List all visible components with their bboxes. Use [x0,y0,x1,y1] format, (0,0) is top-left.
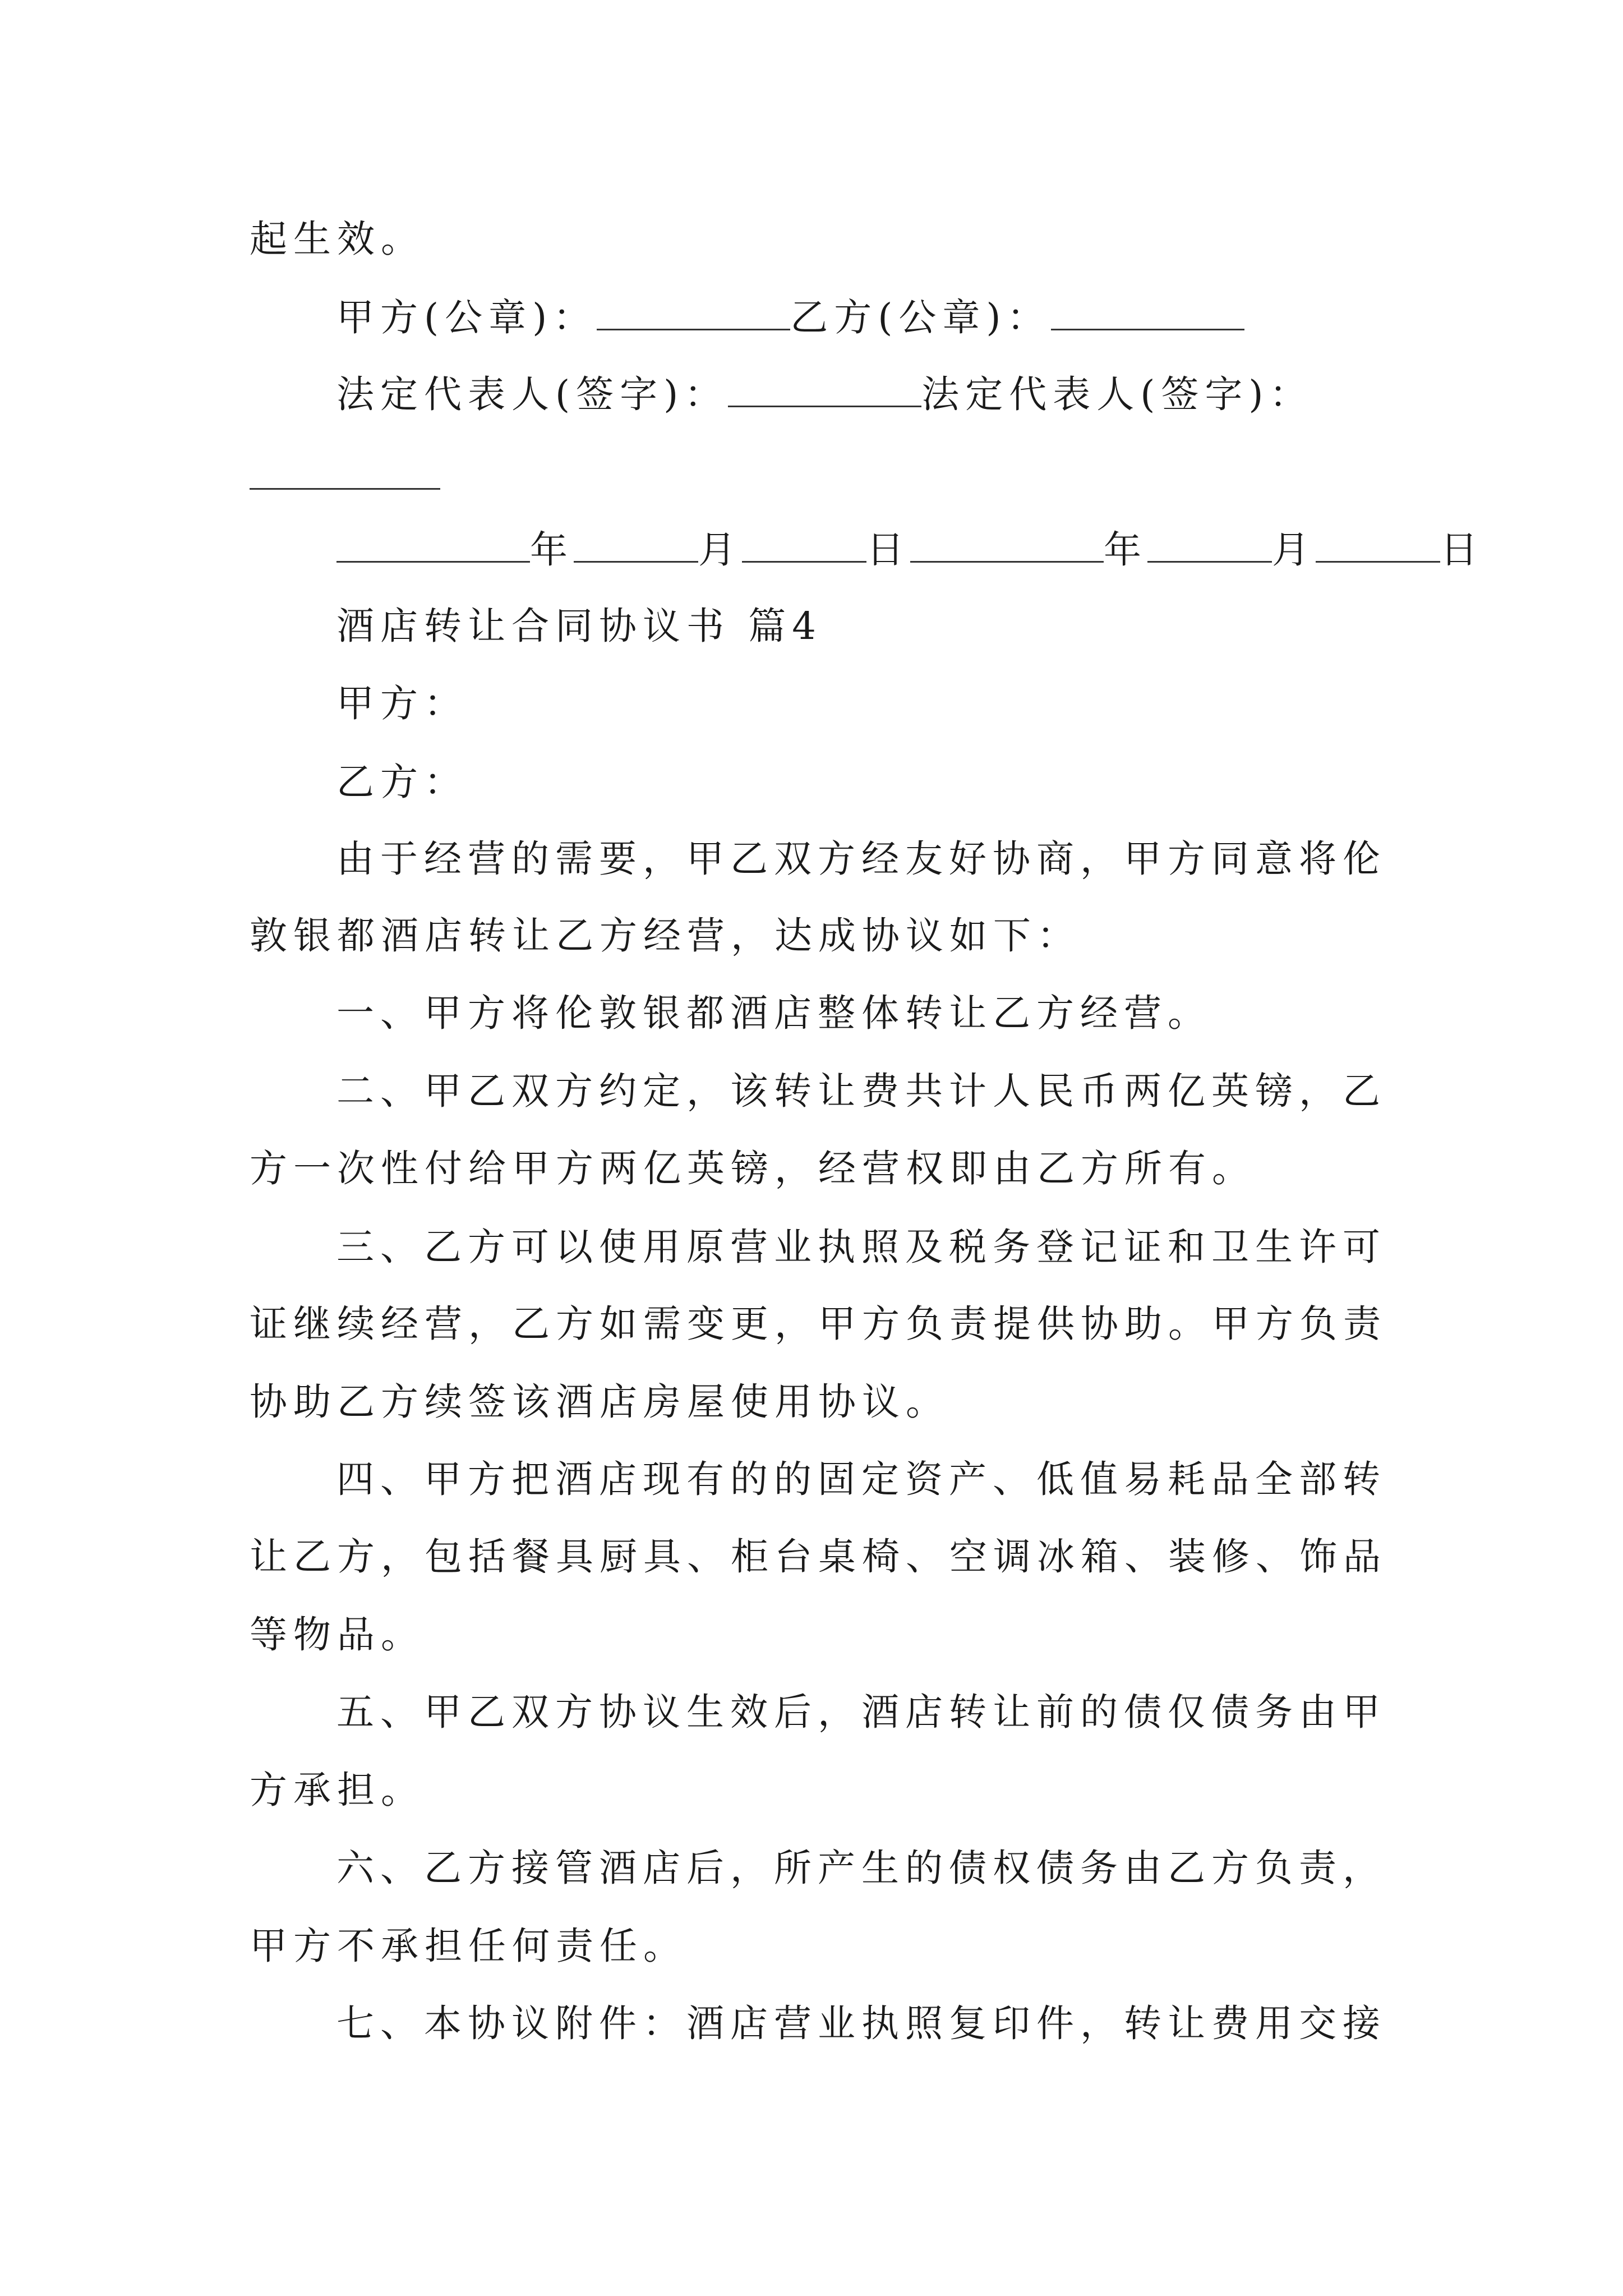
date-line [336,527,1484,572]
clause-line: 一、甲方将伦敦银都酒店整体转让乙方经营。 [336,991,1211,1035]
paragraph-line: 敦银都酒店转让乙方经营，达成协议如下： [250,914,1081,958]
clause-line: 方一次性付给甲方两亿英镑，经营权即由乙方所有。 [250,1147,1256,1190]
day-label: 日 [866,528,910,572]
year-blank [910,530,1104,563]
year-label: 年 [530,528,574,572]
signature-blank [728,374,921,407]
month-label: 月 [698,528,742,572]
clause-line: 七、本协议附件：酒店营业执照复印件，转让费用交接 [336,2001,1386,2045]
party-a-seal-label: 甲方(公章)： [336,296,597,339]
clause-line: 让乙方，包括餐具厨具、柜台桌椅、空调冰箱、装修、饰品 [250,1535,1387,1579]
clause-line: 五、甲乙双方协议生效后，酒店转让前的债仅债务由甲 [336,1690,1386,1734]
party-a-line: 甲方： [336,682,468,725]
clause-line: 三、乙方可以使用原营业执照及税务登记证和卫生许可 [336,1225,1386,1269]
party-b-seal-label: 乙方(公章)： [790,296,1051,339]
day-label: 日 [1440,528,1484,572]
legal-rep-line [336,372,1313,417]
month-blank [1147,530,1272,563]
legal-rep-b-label: 法定代表人(签字)： [921,372,1313,416]
signature-blank [1051,297,1244,330]
month-blank [574,530,698,563]
text-line: 起生效。 [250,217,425,261]
party-b-line: 乙方： [336,760,468,804]
clause-line: 证继续经营，乙方如需变更，甲方负责提供协助。甲方负责 [250,1302,1387,1346]
clause-line: 协助乙方续签该酒店房屋使用协议。 [250,1380,949,1424]
day-blank [1316,530,1440,563]
clause-line: 方承担。 [250,1768,425,1812]
signature-blank [250,488,440,490]
clause-line: 二、甲乙双方约定，该转让费共计人民币两亿英镑，乙 [336,1069,1386,1113]
clause-line: 六、乙方接管酒店后，所产生的债权债务由乙方负责， [336,1846,1386,1890]
day-blank [742,530,866,563]
legal-rep-a-label: 法定代表人(签字)： [336,372,728,416]
paragraph-line: 由于经营的需要，甲乙双方经友好协商，甲方同意将伦 [336,837,1386,881]
clause-line: 四、甲方把酒店现有的的固定资产、低值易耗品全部转 [336,1457,1386,1501]
signature-blank [597,297,790,330]
seal-line [336,295,1244,340]
year-label: 年 [1104,528,1147,572]
year-blank [336,530,530,563]
section-heading: 酒店转让合同协议书 篇4 [336,604,822,648]
clause-line: 等物品。 [250,1613,425,1657]
month-label: 月 [1272,528,1316,572]
clause-line: 甲方不承担任何责任。 [250,1924,687,1968]
